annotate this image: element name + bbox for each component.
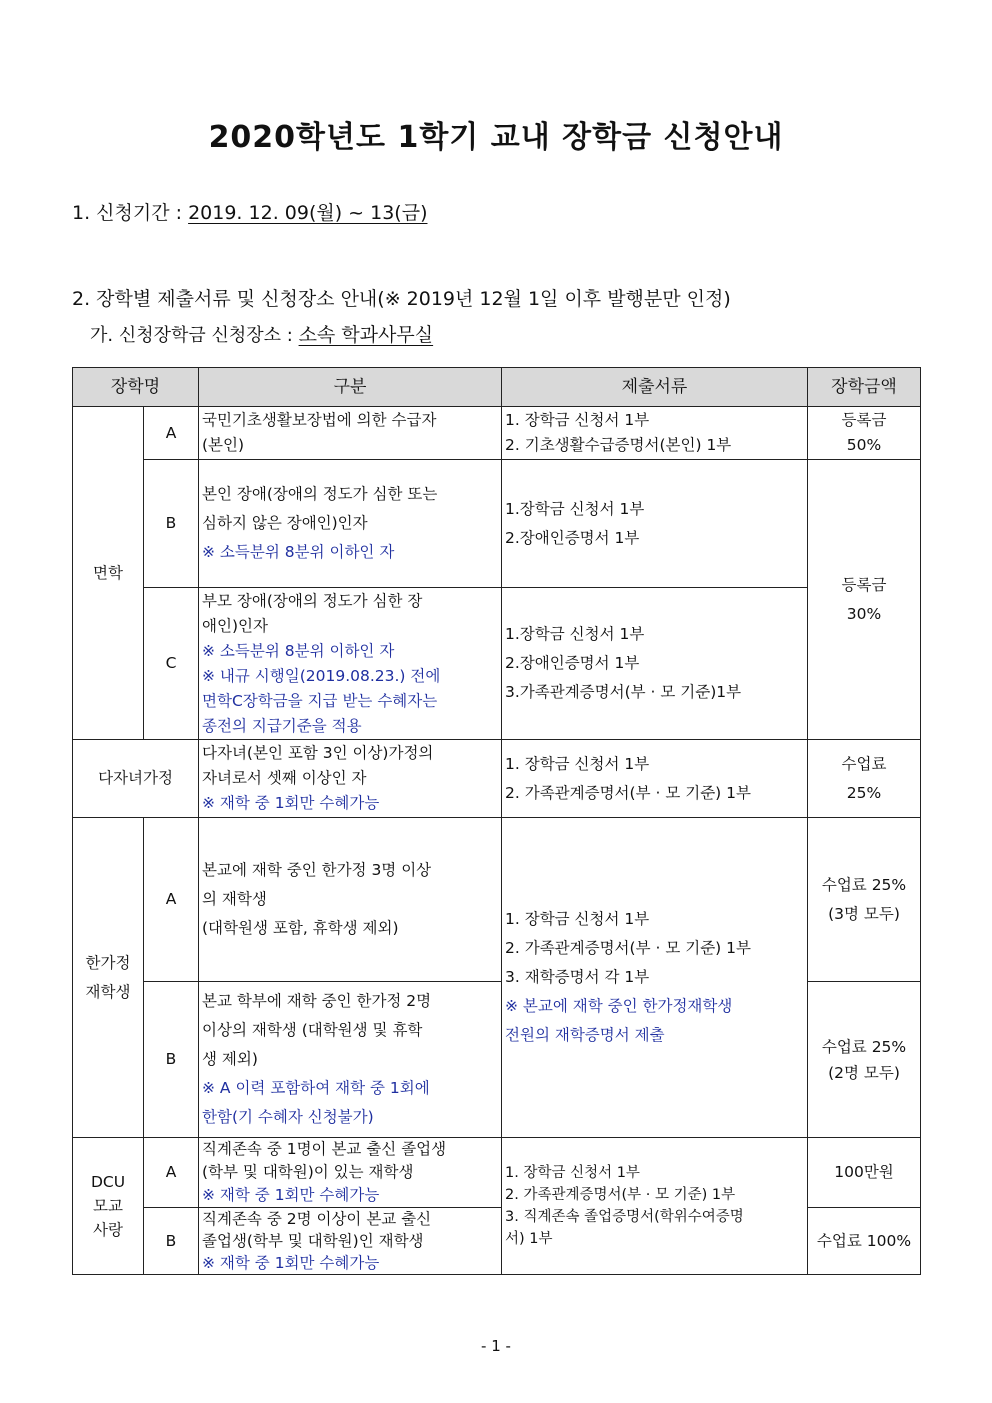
scholarship-table — [72, 367, 921, 1275]
doc-line: 서) 1부 — [505, 1231, 553, 1247]
table-row — [73, 588, 921, 740]
sub-type: A — [144, 818, 199, 982]
doc-line: 1.장학금 신청서 1부 — [505, 625, 645, 643]
header-scholarship-name: 장학명 — [73, 368, 199, 407]
desc-line: 부모 장애(장애의 정도가 심한 장 — [202, 591, 423, 610]
page-number: - 1 - — [481, 1337, 511, 1355]
note-line: 면학C장학금을 지급 받는 수혜자는 — [202, 691, 438, 710]
category-cell — [199, 1138, 502, 1208]
documents-cell — [502, 818, 808, 1138]
amount-line: 수업료 — [841, 754, 887, 773]
amount-cell: 수업료 100% — [808, 1208, 921, 1275]
doc-line: 1. 장학금 신청서 1부 — [505, 910, 650, 928]
desc-line: 애인)인자 — [202, 616, 268, 635]
amount-line: 수업료 25% — [821, 875, 907, 894]
doc-line: 2. 가족관계증명서(부 · 모 기준) 1부 — [505, 939, 751, 957]
amount-cell — [808, 982, 921, 1138]
table-row — [73, 740, 921, 818]
doc-line: 1. 장학금 신청서 1부 — [505, 754, 650, 773]
amount-cell — [808, 407, 921, 460]
desc-line: 다자녀(본인 포함 3인 이상)가정의 — [202, 744, 434, 762]
sub-type: A — [144, 1138, 199, 1208]
documents-cell — [502, 460, 808, 588]
table-row — [73, 1138, 921, 1208]
scholarship-name: 면학 — [73, 407, 144, 740]
desc-line: 본교 학부에 재학 중인 한가정 2명 — [202, 992, 432, 1010]
header-category: 구분 — [199, 368, 502, 407]
doc-line: 3. 재학증명서 각 1부 — [505, 968, 650, 986]
sub-type: B — [144, 1208, 199, 1275]
desc-line: 졸업생(학부 및 대학원)인 재학생 — [202, 1232, 424, 1250]
note-line: ※ A 이력 포함하여 재학 중 1회에 — [202, 1079, 430, 1097]
documents-cell — [502, 1138, 808, 1275]
doc-line: 3.가족관계증명서(부 · 모 기준)1부 — [505, 683, 742, 701]
note-line: ※ 내규 시행일(2019.08.23.) 전에 — [202, 666, 441, 685]
scholarship-name — [73, 1138, 144, 1275]
category-cell — [199, 460, 502, 588]
period-value: 2019. 12. 09(월) ~ 13(금) — [188, 202, 428, 224]
name-line: 모교 — [93, 1197, 123, 1215]
category-cell — [199, 740, 502, 818]
note-line: 전원의 재학증명서 제출 — [505, 1026, 665, 1044]
amount-cell — [808, 740, 921, 818]
amount-line: 등록금 — [841, 575, 887, 594]
note-line: ※ 재학 중 1회만 수혜가능 — [202, 1186, 380, 1204]
doc-line: 1. 장학금 신청서 1부 — [505, 411, 650, 429]
scholarship-name — [73, 818, 144, 1138]
sub-type: A — [144, 407, 199, 460]
note-line: ※ 본교에 재학 중인 한가정재학생 — [505, 997, 733, 1015]
page-title: 2020학년도 1학기 교내 장학금 신청안내 — [208, 120, 784, 155]
table-header-row — [73, 368, 921, 407]
name-line: DCU — [90, 1173, 126, 1191]
doc-line: 2. 가족관계증명서(부 · 모 기준) 1부 — [505, 783, 751, 802]
amount-cell — [808, 818, 921, 982]
note-line: ※ 소득분위 8분위 이하인 자 — [202, 543, 395, 561]
desc-line: 자녀로서 셋째 이상인 자 — [202, 769, 367, 787]
amount-line: 등록금 — [841, 411, 887, 429]
desc-line: 본인 장애(장애의 정도가 심한 또는 — [202, 485, 438, 503]
sub-type: C — [144, 588, 199, 740]
category-cell — [199, 818, 502, 982]
amount-line: (2명 모두) — [828, 1063, 900, 1082]
category-cell — [199, 982, 502, 1138]
table-row — [73, 460, 921, 588]
table-row — [73, 818, 921, 982]
doc-line: 1.장학금 신청서 1부 — [505, 499, 645, 518]
note-line: ※ 소득분위 8분위 이하인 자 — [202, 641, 395, 660]
desc-line: 심하지 않은 장애인)인자 — [202, 514, 368, 532]
place-label: 가. 신청장학금 신청장소 : — [90, 325, 293, 346]
header-amount: 장학금액 — [808, 368, 921, 407]
sub-type: B — [144, 460, 199, 588]
doc-line: 3. 직계존속 졸업증명서(학위수여증명 — [505, 1209, 744, 1225]
desc-line: (학부 및 대학원)이 있는 재학생 — [202, 1163, 414, 1181]
desc-line: 본교에 재학 중인 한가정 3명 이상 — [202, 861, 432, 879]
desc-line: (본인) — [202, 436, 245, 454]
place-value: 소속 학과사무실 — [298, 324, 434, 346]
header-documents: 제출서류 — [502, 368, 808, 407]
doc-line: 1. 장학금 신청서 1부 — [505, 1165, 640, 1181]
desc-line: 국민기초생활보장법에 의한 수급자 — [202, 411, 437, 429]
desc-line: 의 재학생 — [202, 890, 267, 908]
amount-cell — [808, 460, 921, 740]
note-line: ※ 재학 중 1회만 수혜가능 — [202, 1254, 380, 1272]
note-line: 한함(기 수혜자 신청불가) — [202, 1108, 374, 1126]
documents-cell — [502, 407, 808, 460]
amount-line: (3명 모두) — [828, 904, 900, 923]
amount-cell: 100만원 — [808, 1138, 921, 1208]
name-line: 한가정 — [85, 953, 131, 972]
doc-line: 2.장애인증명서 1부 — [505, 528, 640, 547]
note-line: ※ 재학 중 1회만 수혜가능 — [202, 794, 380, 812]
desc-line: 생 제외) — [202, 1050, 258, 1068]
amount-line: 수업료 25% — [821, 1037, 907, 1056]
period-label: 1. 신청기간 : — [72, 202, 183, 224]
scholarship-name: 다자녀가정 — [73, 740, 199, 818]
category-cell — [199, 588, 502, 740]
documents-cell — [502, 740, 808, 818]
desc-line: 직계존속 중 2명 이상이 본교 출신 — [202, 1210, 432, 1228]
sub-type: B — [144, 982, 199, 1138]
section-2-heading: 2. 장학별 제출서류 및 신청장소 안내(※ 2019년 12월 1일 이후 발행분만 인정) — [72, 288, 731, 310]
application-period — [72, 198, 427, 225]
amount-line: 25% — [846, 783, 882, 802]
doc-line: 2.장애인증명서 1부 — [505, 654, 640, 672]
table-row — [73, 407, 921, 460]
category-cell — [199, 1208, 502, 1275]
doc-line: 2. 기초생활수급증명서(본인) 1부 — [505, 436, 732, 454]
amount-line: 50% — [846, 436, 882, 454]
application-place — [90, 320, 433, 347]
documents-cell — [502, 588, 808, 740]
name-line: 사랑 — [93, 1221, 123, 1239]
doc-line: 2. 가족관계증명서(부 · 모 기준) 1부 — [505, 1187, 736, 1203]
category-cell — [199, 407, 502, 460]
name-line: 재학생 — [85, 982, 131, 1001]
desc-line: 이상의 재학생 (대학원생 및 휴학 — [202, 1021, 423, 1039]
desc-line: (대학원생 포함, 휴학생 제외) — [202, 919, 399, 937]
desc-line: 직계존속 중 1명이 본교 출신 졸업생 — [202, 1140, 447, 1158]
note-line: 종전의 지급기준을 적용 — [202, 716, 362, 735]
amount-line: 30% — [846, 604, 882, 623]
